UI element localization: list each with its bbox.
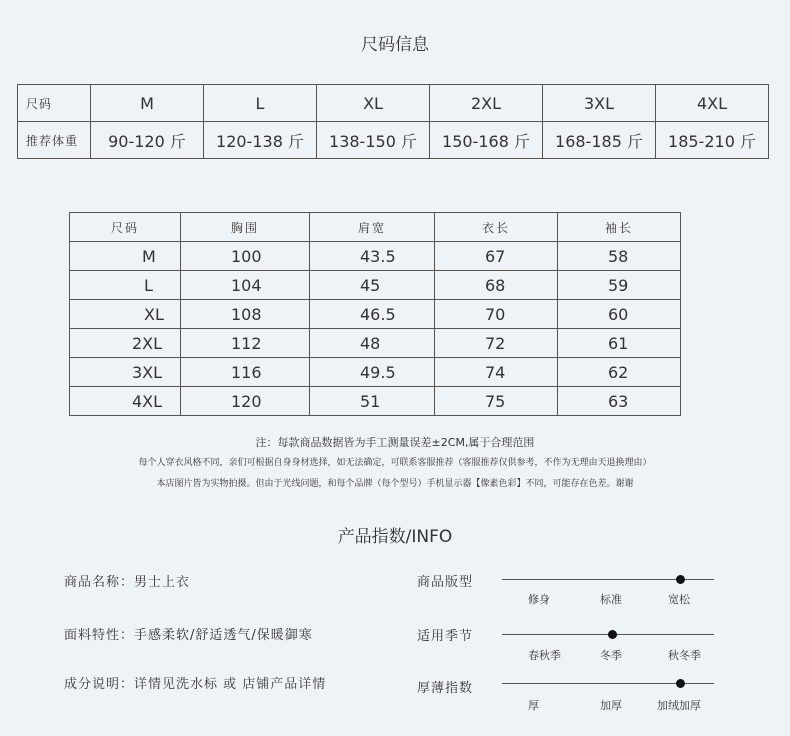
table-cell: 58 <box>558 242 681 271</box>
row-head-size: 尺码 <box>18 85 91 122</box>
table-cell: 74 <box>435 358 558 387</box>
product-name: 商品名称：男士上衣 <box>64 575 191 590</box>
table-cell: 70 <box>435 300 558 329</box>
col-header-shoulder: 肩宽 <box>310 213 435 242</box>
fabric-features: 面料特性：手感柔软/舒适透气/保暖御寒 <box>64 628 313 643</box>
row-head-weight: 推荐体重 <box>18 122 91 159</box>
table-cell: 120 <box>181 387 310 416</box>
weight-cell: 185-210 斤 <box>656 122 769 159</box>
scale-tick-label: 加厚 <box>600 699 622 712</box>
scale-tick-label: 标准 <box>600 593 622 606</box>
table-cell: 108 <box>181 300 310 329</box>
size-cell: XL <box>317 85 430 122</box>
size-cell: 4XL <box>656 85 769 122</box>
col-header-size: 尺码 <box>70 213 181 242</box>
scale-tick-label: 秋冬季 <box>668 649 701 662</box>
table-cell: 43.5 <box>310 242 435 271</box>
season-label: 适用季节 <box>417 629 474 644</box>
col-header-sleeve: 袖长 <box>558 213 681 242</box>
measurement-note: 注：每款商品数据皆为手工测量误差±2CM,属于合理范围 <box>255 436 535 449</box>
table-row <box>18 85 769 122</box>
fit-type-label: 商品版型 <box>417 575 474 590</box>
product-info-title: 产品指数/INFO <box>337 527 453 547</box>
table-cell: 46.5 <box>310 300 435 329</box>
table-cell: 60 <box>558 300 681 329</box>
table-cell: 48 <box>310 329 435 358</box>
table-row <box>70 329 681 358</box>
col-header-length: 衣长 <box>435 213 558 242</box>
scale-tick-label: 春秋季 <box>528 649 561 662</box>
table-row <box>70 358 681 387</box>
size-cell: 3XL <box>543 85 656 122</box>
table-cell: L <box>70 271 181 300</box>
scale-tick-label: 修身 <box>528 593 550 606</box>
size-cell: M <box>91 85 204 122</box>
table-row <box>70 242 681 271</box>
scale-tick-label: 冬季 <box>600 649 622 662</box>
weight-cell: 150-168 斤 <box>430 122 543 159</box>
thickness-indicator <box>676 679 685 688</box>
scale-tick-label: 宽松 <box>668 593 690 606</box>
table-cell: 100 <box>181 242 310 271</box>
table-cell: 112 <box>181 329 310 358</box>
composition-info: 成分说明：详情见洗水标 或 店铺产品详情 <box>64 677 327 692</box>
table-cell: 59 <box>558 271 681 300</box>
thickness-label: 厚薄指数 <box>417 681 474 696</box>
table-cell: 116 <box>181 358 310 387</box>
table-cell: 49.5 <box>310 358 435 387</box>
table-cell: 72 <box>435 329 558 358</box>
table-row <box>18 122 769 159</box>
size-cell: 2XL <box>430 85 543 122</box>
table-cell: 62 <box>558 358 681 387</box>
table-cell: 4XL <box>70 387 181 416</box>
table-cell: 61 <box>558 329 681 358</box>
table-cell: 3XL <box>70 358 181 387</box>
size-weight-table <box>17 84 769 159</box>
table-cell: XL <box>70 300 181 329</box>
fit-type-indicator <box>676 575 685 584</box>
scale-tick-label: 加绒加厚 <box>657 699 701 712</box>
table-row <box>70 300 681 329</box>
weight-cell: 138-150 斤 <box>317 122 430 159</box>
col-header-chest: 胸围 <box>181 213 310 242</box>
color-disclaimer-note: 本店图片皆为实物拍摄。但由于光线问题，和每个品牌（每个型号）手机显示器【像素色彩】不同，可能存在色差。谢谢 <box>156 479 634 489</box>
table-row <box>70 387 681 416</box>
table-cell: 75 <box>435 387 558 416</box>
size-info-title: 尺码信息 <box>361 35 429 55</box>
table-cell: M <box>70 242 181 271</box>
table-row <box>70 271 681 300</box>
size-cell: L <box>204 85 317 122</box>
table-cell: 51 <box>310 387 435 416</box>
season-indicator <box>608 630 617 639</box>
table-cell: 68 <box>435 271 558 300</box>
table-header-row <box>70 213 681 242</box>
weight-cell: 168-185 斤 <box>543 122 656 159</box>
measurement-table <box>69 212 681 416</box>
table-cell: 67 <box>435 242 558 271</box>
table-cell: 2XL <box>70 329 181 358</box>
table-cell: 104 <box>181 271 310 300</box>
fit-advice-note: 每个人穿衣风格不同，亲们可根据自身身材选择，如无法确定，可联系客服推荐（客服推荐仅供参考，不作为无理由天退换理由） <box>138 458 652 468</box>
scale-tick-label: 厚 <box>528 699 539 712</box>
table-cell: 45 <box>310 271 435 300</box>
table-cell: 63 <box>558 387 681 416</box>
weight-cell: 120-138 斤 <box>204 122 317 159</box>
weight-cell: 90-120 斤 <box>91 122 204 159</box>
